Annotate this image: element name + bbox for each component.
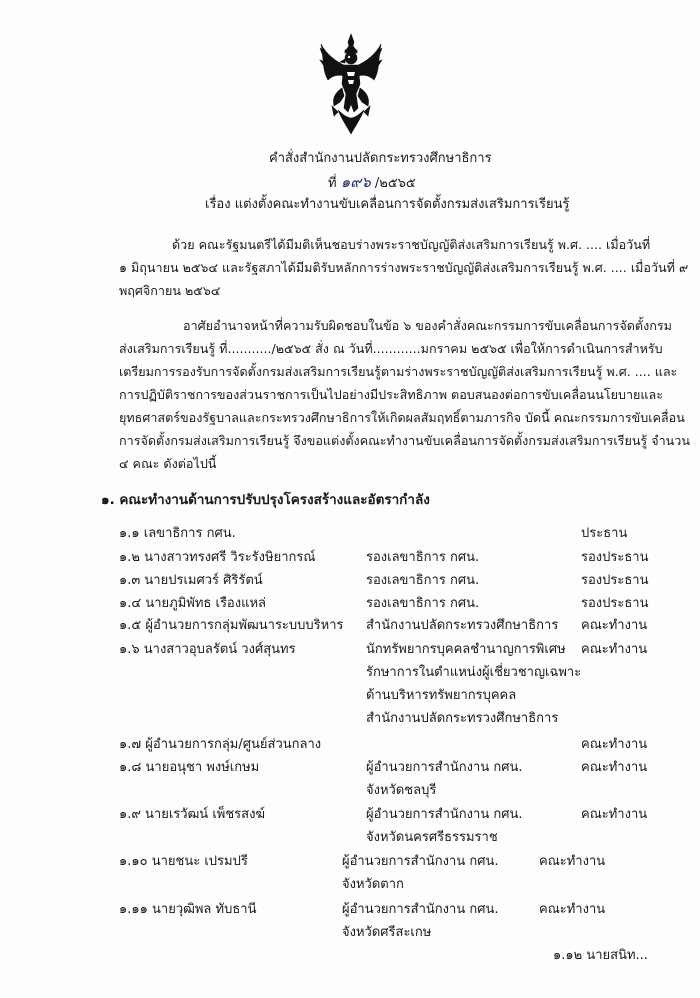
para2-line: เตรียมการรองรับการจัดตั้งกรมส่งเสริมการเรียนรู้ตามร่างพระราชบัญญัติส่งเสริมการเรียนรู้ พ.ศ. .... และ bbox=[119, 364, 678, 379]
member-position: จังหวัดนครศรีธรรมราช bbox=[366, 830, 498, 845]
order-prefix: ที่ bbox=[328, 176, 337, 191]
member-position: ผู้อำนวยการสำนักงาน กศน. bbox=[366, 807, 523, 822]
member-name: ๑.๔ นายภูมิพัทธ เรืองแหล่ bbox=[119, 596, 266, 611]
member-role: คณะทำงาน bbox=[539, 854, 606, 869]
member-position: สำนักงานปลัดกระทรวงศึกษาธิการ bbox=[366, 711, 559, 726]
para2-line: การจัดตั้งกรมส่งเสริมการเรียนรู้ จึงขอแต่งตั้งคณะทำงานขับเคลื่อนการจัดตั้งกรมส่งเสริมการเรียนรู้ จำนวน bbox=[119, 433, 690, 448]
subject-line: เรื่อง แต่งตั้งคณะทำงานขับเคลื่อนการจัดตั้งกรมส่งเสริมการเรียนรู้ bbox=[205, 197, 570, 212]
member-position: ด้านบริหารทรัพยากรบุคคล bbox=[366, 688, 517, 703]
para1-line: พฤศจิกายน ๒๕๖๔ bbox=[119, 283, 221, 298]
para1-line: ๑ มิถุนายน ๒๕๖๔ และรัฐสภาได้มีมติรับหลักการร่างพระราชบัญญัติส่งเสริมการเรียนรู้ พ.ศ. .... เมื่อวันที่ ๙ bbox=[119, 260, 689, 275]
member-role: รองประธาน bbox=[581, 596, 649, 611]
member-role: คณะทำงาน bbox=[581, 807, 648, 822]
continuation-marker: ๑.๑๒ นายสนิท... bbox=[553, 948, 648, 963]
member-role: คณะทำงาน bbox=[581, 642, 648, 657]
member-position: ผู้อำนวยการสำนักงาน กศน. bbox=[342, 902, 499, 917]
member-role: คณะทำงาน bbox=[539, 902, 606, 917]
member-position: จังหวัดศรีสะเกษ bbox=[342, 925, 432, 940]
member-role: คณะทำงาน bbox=[581, 618, 648, 633]
member-position: รักษาการในตำแหน่งผู้เชี่ยวชาญเฉพาะ bbox=[366, 665, 582, 680]
member-name: ๑.๕ ผู้อำนวยการกลุ่มพัฒนาระบบบริหาร bbox=[119, 618, 344, 633]
member-position: จังหวัดชลบุรี bbox=[366, 783, 437, 798]
para2-line: ยุทธศาสตร์ของรัฐบาลและกระทรวงศึกษาธิการให้เกิดผลสัมฤทธิ์ตามภารกิจ บัดนี้ คณะกรรมการขับเคลื่อน bbox=[119, 410, 685, 425]
member-name: ๑.๖ นางสาวอุบลรัตน์ วงศ์สุนทร bbox=[119, 642, 296, 657]
member-name: ๑.๑๑ นายวุฒิพล ทับธานี bbox=[119, 902, 257, 917]
member-position: ผู้อำนวยการสำนักงาน กศน. bbox=[366, 760, 523, 775]
member-name: ๑.๑๐ นายชนะ เปรมปรี bbox=[119, 854, 248, 869]
member-role: คณะทำงาน bbox=[581, 737, 648, 752]
member-position: รองเลขาธิการ กศน. bbox=[366, 550, 480, 565]
member-role: คณะทำงาน bbox=[581, 760, 648, 775]
member-name: ๑.๓ นายปรเมศวร์ ศิริรัตน์ bbox=[119, 573, 263, 588]
order-number bbox=[328, 175, 416, 190]
member-position: รองเลขาธิการ กศน. bbox=[366, 596, 480, 611]
member-name: ๑.๑ เลขาธิการ กศน. bbox=[119, 526, 236, 541]
para2-line: อาศัยอำนาจหน้าที่ความรับผิดชอบในข้อ ๖ ของคำสั่งคณะกรรมการขับเคลื่อนการจัดตั้งกรม bbox=[183, 318, 672, 333]
para2-line: ส่งเสริมการเรียนรู้ ที่.........../๒๕๖๕ สั่ง ณ วันที่............มกราคม ๒๕๖๕ เพื่อให้การดำเนินการสำหรับ bbox=[119, 341, 663, 356]
member-role: รองประธาน bbox=[581, 573, 649, 588]
member-position: นักทรัพยากรบุคคลชำนาญการพิเศษ bbox=[366, 642, 566, 657]
order-suffix: /๒๕๖๕ bbox=[374, 176, 416, 191]
member-name: ๑.๘ นายอนุชา พงษ์เกษม bbox=[119, 760, 260, 775]
member-position: รองเลขาธิการ กศน. bbox=[366, 573, 480, 588]
order-number-handwritten: ๑๙๖ bbox=[340, 173, 371, 191]
member-name: ๑.๙ นายเรวัฒน์ เพ็ชรสงฆ์ bbox=[119, 807, 266, 822]
issuer-title: คำสั่งสำนักงานปลัดกระทรวงศึกษาธิการ bbox=[269, 151, 492, 166]
para2-line: การปฏิบัติราชการของส่วนราชการเป็นไปอย่างมีประสิทธิภาพ ตอบสนองต่อการขับเคลื่อนนโยบายและ bbox=[119, 387, 664, 402]
member-name: ๑.๗ ผู้อำนวยการกลุ่ม/ศูนย์ส่วนกลาง bbox=[119, 737, 322, 752]
para1-line: ด้วย คณะรัฐมนตรีได้มีมติเห็นชอบร่างพระราชบัญญัติส่งเสริมการเรียนรู้ พ.ศ. .... เมื่อวันที่ bbox=[172, 237, 651, 252]
member-position: ผู้อำนวยการสำนักงาน กศน. bbox=[342, 854, 499, 869]
section-1-title: ๑. คณะทำงานด้านการปรับปรุงโครงสร้างและอัตรากำลัง bbox=[101, 492, 430, 508]
member-role: ประธาน bbox=[581, 526, 628, 541]
member-name: ๑.๒ นางสาวทรงศรี วิระรังษิยากรณ์ bbox=[119, 550, 316, 565]
member-position: จังหวัดตาก bbox=[342, 877, 404, 892]
member-position: สำนักงานปลัดกระทรวงศึกษาธิการ bbox=[366, 618, 559, 633]
para2-line: ๔ คณะ ดังต่อไปนี้ bbox=[119, 456, 217, 471]
garuda-emblem-icon bbox=[318, 32, 384, 136]
member-role: รองประธาน bbox=[581, 550, 649, 565]
